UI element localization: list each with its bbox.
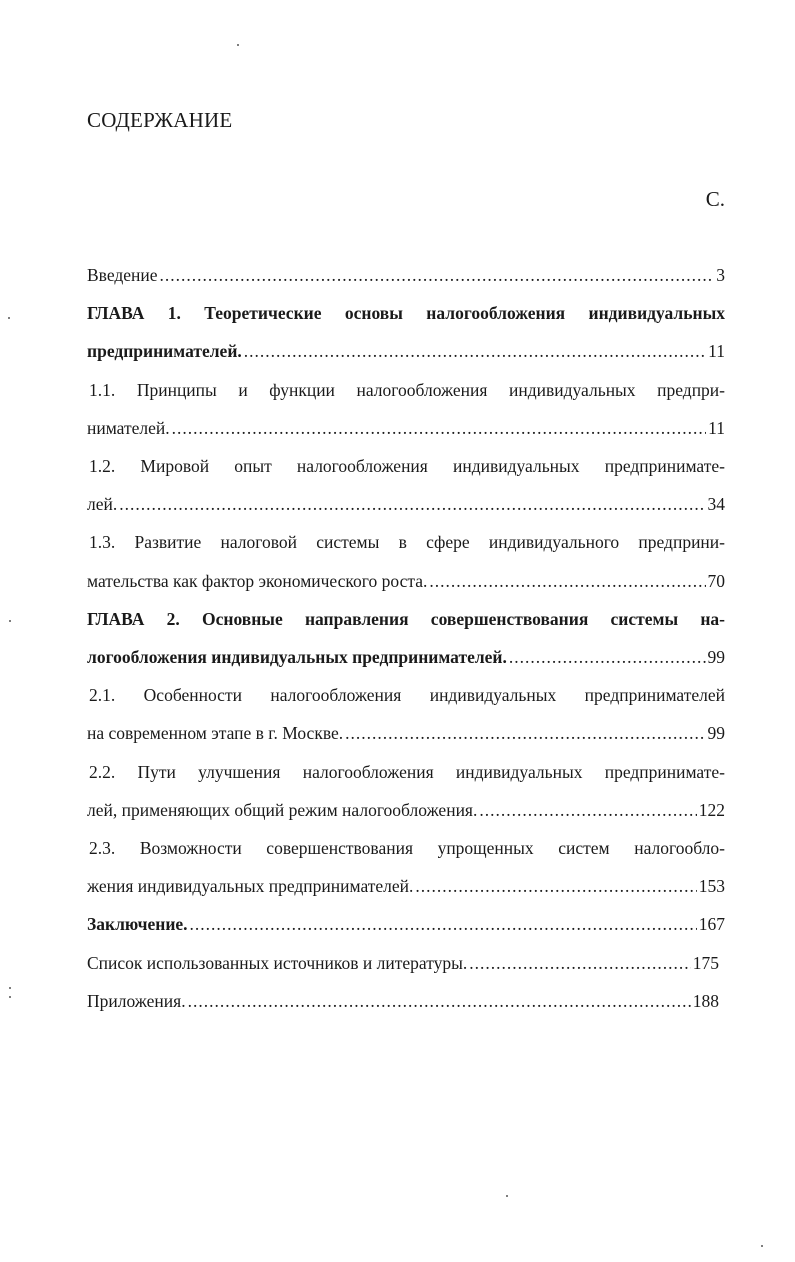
dot-leader bbox=[190, 905, 697, 943]
toc-entry-title: Список использованных источников и литературы. bbox=[87, 952, 468, 973]
toc-entry-section-2-3[interactable] bbox=[87, 829, 725, 905]
toc-entry-introduction[interactable] bbox=[87, 256, 725, 294]
dot-leader bbox=[244, 332, 706, 370]
toc-entry-title-continued: логообложения индивидуальных предпринимателей. bbox=[87, 647, 507, 668]
toc-entry-title-continued: лей, применяющих общий режим налогообложения. bbox=[87, 799, 478, 820]
toc-entry-title-line: 2.3. Возможности совершенствования упрощенных систем налогообло- bbox=[89, 838, 725, 859]
toc-entry-section-1-2[interactable] bbox=[87, 447, 725, 523]
dot-leader bbox=[509, 638, 706, 676]
toc-entry-chapter-1[interactable] bbox=[87, 294, 725, 370]
scan-speck bbox=[9, 996, 11, 998]
scan-speck bbox=[9, 620, 11, 622]
toc-page-number: 3 bbox=[716, 265, 725, 285]
toc-entry-title-line: 1.2. Мировой опыт налогообложения индивидуальных предпринимате- bbox=[89, 456, 725, 477]
dot-leader bbox=[469, 944, 691, 982]
toc-entry-title-continued: предпринимателей. bbox=[87, 341, 242, 362]
toc-entry-title-line: 1.3. Развитие налоговой системы в сфере индивидуального предприни- bbox=[89, 532, 725, 553]
toc-entry-title: Приложения. bbox=[87, 990, 186, 1011]
toc-entry-title: Заключение. bbox=[87, 914, 188, 935]
scan-speck bbox=[761, 1245, 763, 1247]
dot-leader bbox=[160, 256, 715, 294]
toc-page-number: 153 bbox=[698, 876, 725, 897]
toc-entry-section-2-2[interactable] bbox=[87, 753, 725, 829]
toc-page-number: 122 bbox=[698, 799, 725, 820]
scan-speck bbox=[8, 317, 10, 319]
toc-page-number: 99 bbox=[707, 647, 725, 668]
toc-entry-title-continued: жения индивидуальных предпринимателей. bbox=[87, 876, 414, 897]
toc-entry-chapter-2[interactable] bbox=[87, 600, 725, 676]
toc-page-number: 70 bbox=[707, 570, 725, 591]
toc-entry-references[interactable] bbox=[87, 944, 725, 982]
dot-leader bbox=[172, 409, 706, 447]
toc-entry-conclusion[interactable] bbox=[87, 905, 725, 943]
toc-page-number: 11 bbox=[708, 417, 725, 438]
scan-speck bbox=[237, 44, 239, 46]
page-title: СОДЕРЖАНИЕ bbox=[87, 108, 233, 132]
toc-entry-title-continued: на современном этапе в г. Москве. bbox=[87, 723, 344, 744]
toc-entry-section-1-3[interactable] bbox=[87, 523, 725, 599]
table-of-contents bbox=[87, 256, 725, 1020]
scan-speck bbox=[506, 1195, 508, 1197]
toc-page-number: 167 bbox=[698, 914, 725, 935]
dot-leader bbox=[479, 791, 696, 829]
dot-leader bbox=[415, 867, 696, 905]
toc-page-number: 34 bbox=[707, 494, 725, 515]
dot-leader bbox=[188, 982, 691, 1020]
toc-page-number: 99 bbox=[707, 723, 725, 744]
toc-entry-title-line: 2.1. Особенности налогообложения индивидуальных предпринимателей bbox=[89, 685, 725, 706]
scan-speck bbox=[9, 987, 11, 989]
toc-page-number: 11 bbox=[708, 341, 725, 362]
toc-page-number: 175 bbox=[692, 952, 719, 973]
toc-entry-title-continued: лей. bbox=[87, 494, 118, 515]
toc-entry-title-line: ГЛАВА 1. Теоретические основы налогообложения индивидуальных bbox=[87, 303, 725, 324]
toc-entry-title-line: 1.1. Принципы и функции налогообложения индивидуальных предпри- bbox=[89, 379, 725, 400]
toc-entry-section-1-1[interactable] bbox=[87, 371, 725, 447]
dot-leader bbox=[345, 714, 705, 752]
toc-entry-section-2-1[interactable] bbox=[87, 676, 725, 752]
dot-leader bbox=[119, 485, 705, 523]
toc-entry-title-line: ГЛАВА 2. Основные направления совершенствования системы на- bbox=[87, 608, 725, 629]
page-column-label: С. bbox=[705, 187, 725, 211]
dot-leader bbox=[429, 562, 705, 600]
toc-page-number: 188 bbox=[692, 990, 719, 1011]
toc-entry-title: Введение bbox=[87, 265, 158, 285]
toc-entry-appendices[interactable] bbox=[87, 982, 725, 1020]
toc-entry-title-continued: нимателей. bbox=[87, 417, 170, 438]
toc-entry-title-continued: мательства как фактор экономического роста. bbox=[87, 570, 428, 591]
toc-entry-title-line: 2.2. Пути улучшения налогообложения индивидуальных предпринимате- bbox=[89, 761, 725, 782]
